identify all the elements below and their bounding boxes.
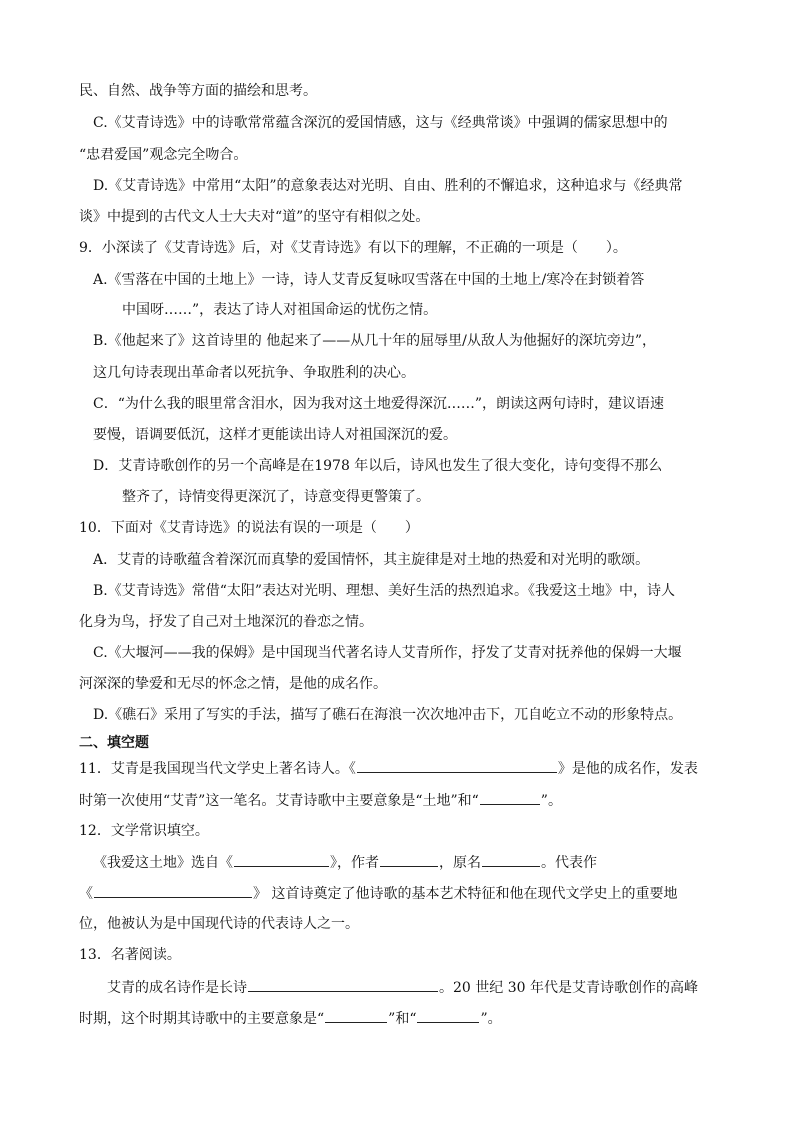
q9-option-a-cont: 中国呀……”，表达了诗人对祖国命运的忧伤之情。	[122, 302, 438, 318]
text-segment: ”和“	[388, 1011, 417, 1027]
question-12-line-3: 位，他被认为是中国现代诗的代表诗人之一。	[79, 916, 359, 932]
q9-option-a: A.《雪落在中国的土地上》一诗，诗人艾青反复咏叹雪落在中国的土地上/寒冷在封锁着答	[93, 272, 645, 288]
blank-field[interactable]	[482, 852, 540, 867]
text-segment: 时第一次使用“艾青”这一笔名。艾青诗歌中主要意象是“土地”和“	[79, 793, 479, 809]
q10-option-b: B.《艾青诗选》常借“太阳”表达对光明、理想、美好生活的热烈追求。《我爱这土地》中，诗人	[93, 583, 676, 599]
question-11-line-1	[79, 758, 698, 779]
question-10-stem: 10．下面对《艾青诗选》的说法有误的一项是（ ）	[79, 520, 419, 536]
text-segment: 》 这首诗奠定了他诗歌的基本艺术特征和他在现代文学史上的重要地	[253, 886, 678, 902]
q9-option-c-cont: 要慢，语调要低沉，这样才更能读出诗人对祖国深沉的爱。	[93, 427, 457, 443]
text-segment: 《	[79, 886, 93, 902]
blank-field[interactable]	[94, 883, 252, 898]
blank-field[interactable]	[248, 977, 438, 992]
text-segment: 。代表作	[541, 855, 597, 871]
option-d-line: D.《艾青诗选》中常用“太阳”的意象表达对光明、自由、胜利的不懈追求，这种追求与《经典常	[93, 178, 683, 194]
blank-field[interactable]	[480, 790, 540, 805]
question-12-stem: 12．文学常识填空。	[79, 823, 209, 839]
section-heading: 二、填空题	[79, 735, 149, 751]
q9-option-c: C．“为什么我的眼里常含泪水，因为我对这土地爱得深沉……”，朗读这两句诗时，建议语速	[93, 396, 665, 412]
text-segment: 《我爱这土地》选自《	[93, 855, 233, 871]
blank-field[interactable]	[325, 1008, 387, 1023]
text-segment: 。20 世纪 30 年代是艾青诗歌创作的高峰	[439, 980, 698, 996]
text-segment: ”。	[540, 793, 562, 809]
q9-option-d-cont: 整齐了，诗情变得更深沉了，诗意变得更警策了。	[122, 489, 430, 505]
text-segment: 11．艾青是我国现当代文学史上著名诗人。《	[79, 761, 356, 777]
question-11-line-2	[79, 790, 562, 811]
blank-field[interactable]	[357, 758, 557, 773]
option-c-line: C.《艾青诗选》中的诗歌常常蕴含深沉的爱国情感，这与《经典常谈》中强调的儒家思想中的	[93, 115, 668, 131]
text-segment: ，原名	[439, 855, 481, 871]
question-13-stem: 13．名著阅读。	[79, 947, 181, 963]
text-line: “忠君爱国”观念完全吻合。	[79, 147, 248, 163]
blank-field[interactable]	[417, 1008, 479, 1023]
question-9-stem: 9．小深读了《艾青诗选》后，对《艾青诗选》有以下的理解，不正确的一项是（ ）。	[79, 240, 627, 256]
q10-option-c-cont: 河深深的挚爱和无尽的怀念之情，是他的成名作。	[79, 676, 387, 692]
q9-option-d: D．艾青诗歌创作的另一个高峰是在1978 年以后，诗风也发生了很大变化，诗句变得不那么	[93, 458, 663, 474]
text-segment: 》是他的成名作，发表	[557, 761, 698, 777]
q10-option-a: A．艾青的诗歌蕴含着深沉而真挚的爱国情怀，其主旋律是对土地的热爱和对光明的歌颂。	[93, 552, 650, 568]
question-12-line-1	[93, 852, 597, 873]
q9-option-b-cont: 这几句诗表现出革命者以死抗争、争取胜利的决心。	[93, 365, 415, 381]
q10-option-b-cont: 化身为鸟，抒发了自己对土地深沉的眷恋之情。	[79, 614, 373, 630]
text-line: 民、自然、战争等方面的描绘和思考。	[79, 83, 317, 99]
text-line: 谈》中提到的古代文人士大夫对“道”的坚守有相似之处。	[79, 209, 430, 225]
text-segment: 》，作者	[330, 855, 379, 871]
blank-field[interactable]	[380, 852, 438, 867]
q10-option-c: C.《大堰河——我的保姆》是中国现当代著名诗人艾青所作，抒发了艾青对抚养他的保姆一大堰	[93, 645, 682, 661]
q9-option-b: B.《他起来了》这首诗里的 他起来了——从几十年的屈辱里/从敌人为他掘好的深坑旁边”，	[93, 333, 657, 349]
text-segment: 艾青的成名诗作是长诗	[107, 980, 247, 996]
text-segment: ”。	[480, 1011, 502, 1027]
q10-option-d: D.《礁石》采用了写实的手法，描写了礁石在海浪一次次地冲击下，兀自屹立不动的形象特点。	[93, 707, 683, 723]
question-12-line-2	[79, 883, 677, 904]
text-segment: 时期，这个时期其诗歌中的主要意象是“	[79, 1011, 325, 1027]
question-13-line-2	[79, 1008, 502, 1029]
question-13-line-1	[107, 977, 698, 998]
blank-field[interactable]	[234, 852, 329, 867]
